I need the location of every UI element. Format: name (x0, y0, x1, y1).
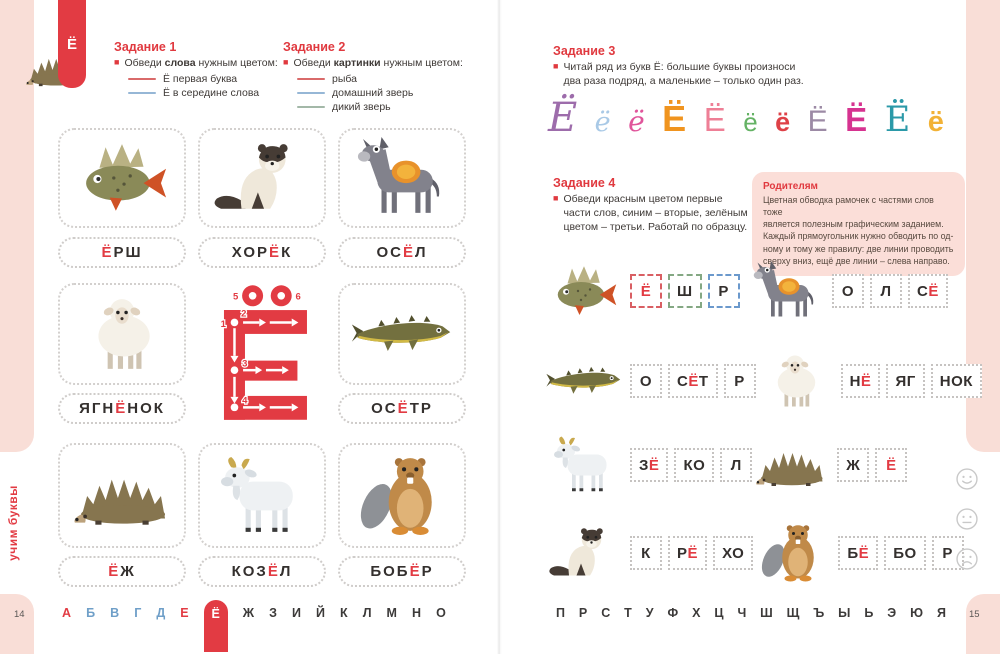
grid-cell-fish (58, 128, 186, 228)
alphabet-letter: И (291, 606, 301, 620)
grid-cell-hedgehog (58, 443, 186, 548)
sturgeon-illustration (545, 351, 623, 411)
alphabet-letter: П (556, 606, 565, 620)
text-line: Читай ряд из букв Ё: большие буквы произноси (563, 61, 796, 73)
task1-title: Задание 1 (114, 40, 177, 54)
alphabet-letter: В (110, 606, 120, 620)
legend-label: Ё в середине слова (163, 86, 260, 99)
exercise-row (545, 258, 965, 324)
bullet-icon: ■ (114, 57, 120, 67)
grid-cell-donkey (338, 128, 466, 228)
alphabet-letter: Б (86, 606, 96, 620)
svg-text:1: 1 (220, 319, 226, 331)
word-pill: Ё РШ (58, 237, 186, 268)
alphabet-letter: С (601, 606, 611, 620)
word-pill: БОБ Ё Р (338, 556, 466, 587)
text-line: части слов, синим – вторые, зелёным (563, 206, 748, 219)
task2-legend (283, 73, 463, 113)
legend-label: домашний зверь (332, 86, 414, 99)
letter-box: Б Ё (838, 536, 878, 570)
legend-item (128, 73, 278, 85)
text-line: Каждый прямоугольник нужно обводить по од- (763, 231, 954, 242)
parents-note-text (763, 194, 954, 267)
legend-color-line (297, 106, 325, 108)
grid-cell-beaver (338, 443, 466, 548)
svg-text:3: 3 (242, 358, 248, 370)
legend-item (297, 101, 463, 113)
letter-tab-label: Ё (66, 35, 78, 53)
styled-letter: Ё (845, 101, 868, 138)
alphabet-letter: Ы (838, 606, 851, 620)
word-pill: КОЗ Ё Л (198, 556, 326, 587)
letter-box: Ё (875, 448, 907, 482)
styled-letter: ё (594, 107, 611, 138)
lamb-illustration (756, 351, 834, 411)
goat-illustration (545, 435, 623, 495)
alphabet-letter: Ё (204, 600, 228, 652)
task2-block (283, 40, 463, 113)
page-number-right: 15 (969, 609, 980, 620)
neutral-face-icon (954, 506, 980, 537)
sad-face-icon (954, 546, 980, 577)
task1-block (114, 40, 278, 99)
legend-label: дикий зверь (332, 100, 391, 113)
alphabet-letter: Е (180, 606, 189, 620)
text-line: два раза подряд, а маленькие – только один раз. (563, 74, 804, 87)
legend-item (297, 87, 463, 99)
alphabet-letter: Й (316, 606, 325, 620)
letter-box: Л (720, 448, 752, 482)
exercise-row (545, 348, 973, 414)
letter-box: КО (674, 448, 714, 482)
letter-boxes (630, 448, 752, 482)
text-line: Обведи красным цветом первые (563, 193, 723, 205)
letter-boxes (630, 364, 756, 398)
bullet-icon: ■ (553, 61, 559, 71)
alphabet-letter: Ж (242, 606, 255, 620)
grid-cell-lamb (58, 283, 186, 385)
letter-box: О (832, 274, 864, 308)
alphabet-letter: О (436, 606, 446, 620)
alphabet-letter: Я (936, 606, 946, 620)
legend-label: Ё первая буква (163, 72, 238, 85)
legend-color-line (297, 92, 325, 94)
letter-box: ЯГ (886, 364, 924, 398)
letter-box: З Ё (630, 448, 668, 482)
lamb-illustration (70, 293, 174, 375)
alphabet-letter: Ф (667, 606, 679, 620)
exercise-row (545, 432, 965, 498)
alphabet-strip-right (556, 606, 946, 620)
alphabet-letter: Щ (786, 606, 800, 620)
legend-color-line (128, 92, 156, 94)
task4-block (553, 176, 748, 235)
alphabet-letter: А (62, 606, 72, 620)
task1-intro: ■ Обведи слова нужным цветом: (114, 57, 278, 69)
svg-text:6: 6 (295, 291, 301, 303)
donkey-illustration (747, 261, 825, 321)
alphabet-strip-left (62, 606, 446, 652)
styled-letter: Ё (662, 98, 687, 139)
corner-strip-bottom-right (966, 594, 1000, 654)
letter-box: Р (724, 364, 756, 398)
task3-title: Задание 3 (553, 44, 616, 58)
fish-illustration (545, 261, 623, 321)
alphabet-letter: Ш (760, 606, 773, 620)
letter-boxes (837, 448, 907, 482)
word-pill: Ё Ж (58, 556, 186, 587)
text-line: цветом – третьи. Работай по образцу. (563, 220, 748, 233)
exercise-group-lamb (756, 351, 982, 411)
letter-box: Н Ё (841, 364, 881, 398)
alphabet-letter: Ь (864, 606, 874, 620)
letter-boxes (630, 536, 753, 570)
text-line: сверху вниз, ещё две линии – слева направо. (763, 255, 950, 266)
text-line: ному и тому же правилу: две линии проводить (763, 243, 954, 254)
letter-box: Р (932, 536, 964, 570)
exercise-group-ferret (545, 523, 753, 583)
task1-legend (114, 73, 278, 99)
svg-text:5: 5 (232, 291, 239, 303)
alphabet-letter: У (645, 606, 654, 620)
beaver-illustration (350, 455, 454, 537)
letter-boxes (838, 536, 963, 570)
legend-color-line (128, 78, 156, 80)
bullet-icon: ■ (283, 57, 289, 67)
fish-illustration (70, 137, 174, 219)
goat-illustration (210, 455, 314, 537)
letter-boxes (630, 274, 740, 308)
alphabet-letter: Т (624, 606, 632, 620)
alphabet-letter: М (386, 606, 397, 620)
letter-box: Ш (668, 274, 702, 308)
exercise-group-goat (545, 435, 752, 495)
grid-cell-ferret (198, 128, 326, 228)
styled-letter: Ё (884, 100, 911, 140)
ferret-illustration (210, 137, 314, 219)
word-pill: ОС Ё Л (338, 237, 466, 268)
task3-intro (553, 61, 804, 89)
word-pill: ЯГН Ё НОК (58, 393, 186, 424)
alphabet-letter: Э (887, 606, 897, 620)
task2-title: Задание 2 (283, 40, 346, 54)
letter-box: Р Ё (668, 536, 707, 570)
alphabet-letter: К (340, 606, 348, 620)
alphabet-letter: Д (156, 606, 166, 620)
legend-color-line (297, 78, 325, 80)
letter-box: Ё (630, 274, 662, 308)
alphabet-letter: Ц (714, 606, 724, 620)
exercise-group-fish (545, 261, 747, 321)
styled-letter: ё (927, 106, 944, 138)
letter-box: Р (708, 274, 740, 308)
ferret-illustration (545, 523, 623, 583)
svg-text:4: 4 (242, 395, 248, 407)
alphabet-letter: Ю (910, 606, 924, 620)
letter-box: БО (884, 536, 925, 570)
sturgeon-illustration (350, 293, 454, 375)
hedgehog-illustration (752, 435, 830, 495)
word-pill: ХОР Ё К (198, 237, 326, 268)
styled-letter: Ё (703, 101, 726, 138)
task4-intro (553, 193, 748, 235)
letter-box: К (630, 536, 662, 570)
hedgehog-illustration (70, 455, 174, 537)
letter-practice-glyph (203, 280, 327, 426)
happy-face-icon (954, 466, 980, 497)
series-label: учим буквы (6, 485, 20, 561)
task2-intro: ■ Обведи картинки нужным цветом: (283, 57, 463, 69)
alphabet-letter: Р (578, 606, 588, 620)
letter-boxes (841, 364, 982, 398)
text-line: является полезным графическим заданием. (763, 219, 944, 230)
letter-style-row (548, 95, 944, 160)
donkey-illustration (350, 137, 454, 219)
page-number-left: 14 (14, 609, 25, 620)
alphabet-letter: Ъ (813, 606, 825, 620)
letter-box: С Ё (908, 274, 948, 308)
styled-letter: Ё (548, 95, 578, 141)
legend-item (297, 73, 463, 85)
legend-item (128, 87, 278, 99)
bullet-icon: ■ (553, 193, 559, 203)
exercise-group-hedgehog (752, 435, 907, 495)
exercise-group-sturgeon (545, 351, 756, 411)
alphabet-letter: Л (362, 606, 372, 620)
parents-note-title: Родителям (763, 181, 818, 192)
exercise-group-donkey (747, 261, 948, 321)
letter-box: С Ё Т (668, 364, 718, 398)
letter-box: Ж (837, 448, 869, 482)
svg-text:2: 2 (241, 308, 247, 320)
letter-box: НОК (931, 364, 982, 398)
corner-strip-bottom-left (0, 594, 34, 654)
alphabet-letter: Ч (737, 606, 747, 620)
page-spine (497, 0, 502, 654)
styled-letter: Ё (807, 105, 828, 138)
alphabet-letter: З (269, 606, 277, 620)
text-line: Цветная обводка рамочек с частями слов тоже (763, 195, 934, 218)
letter-tab (58, 0, 86, 88)
grid-cell-goat (198, 443, 326, 548)
self-assessment-smileys (954, 466, 980, 577)
letter-box: О (630, 364, 662, 398)
letter-boxes (832, 274, 948, 308)
task4-title: Задание 4 (553, 176, 616, 190)
grid-cell-sturgeon (338, 283, 466, 385)
letter-box: Л (870, 274, 902, 308)
letter-box: ХО (713, 536, 753, 570)
alphabet-letter: Х (692, 606, 701, 620)
exercise-group-beaver (753, 523, 963, 583)
styled-letter: ё (775, 107, 791, 137)
word-pill: ОС Ё ТР (338, 393, 466, 424)
styled-letter: ё (628, 105, 645, 138)
beaver-illustration (753, 523, 831, 583)
styled-letter: ё (743, 107, 758, 137)
task3-block (553, 44, 804, 89)
alphabet-letter: Г (134, 606, 142, 620)
legend-label: рыба (332, 72, 357, 85)
alphabet-letter: Н (412, 606, 422, 620)
exercise-row (545, 520, 965, 586)
